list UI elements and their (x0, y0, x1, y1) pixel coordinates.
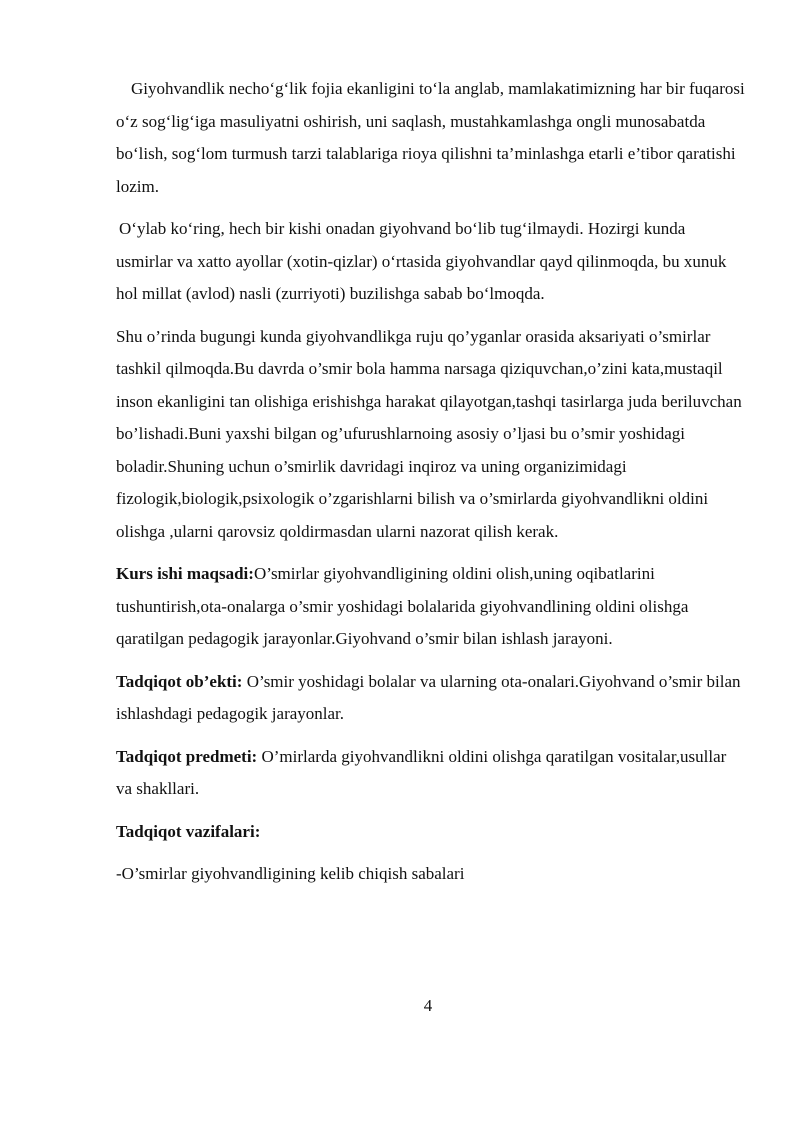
section-subject (116, 741, 746, 806)
section-object-label: Tadqiqot ob’ekti: (116, 671, 243, 691)
paragraph-intro: Giyohvandlik necho‘g‘lik fojia ekanligini to‘la anglab, mamlakatimizning har bir fuqarosi o‘z sog‘lig‘iga masuliyatni oshirish, uni saqlash, mustahkamlashga ongli munosabatda bo‘lish, sog‘lom turmush tarzi talablariga rioya qilishni ta’minlashga etarli e’tibor qaratishi lozim. (116, 79, 745, 196)
section-goal (116, 558, 746, 656)
page-number: 4 (423, 996, 433, 1015)
section-subject-label: Tadqiqot predmeti: (116, 746, 258, 766)
section-tasks-label: Tadqiqot vazifalari: (116, 821, 261, 841)
section-goal-label: Kurs ishi maqsadi: (116, 564, 254, 583)
section-object-text: O’smir yoshidagi bolalar va ularning ota-onalari.Giyohvand o’smir bilan ishlashdagi pedagogik jarayonlar. (116, 671, 741, 723)
section-goal-text: O’smirlar giyohvandligining oldini olish,uning oqibatlarini tushuntirish,ota-onalarga o’smir yoshidagi bolalarida giyohvandlining oldini olishga qaratilgan pedagogik jarayonlar.Giyohvand o’smir bilan ishlash jarayoni. (116, 564, 689, 648)
section-object (116, 666, 746, 731)
paragraph-think: O‘ylab ko‘ring, hech bir kishi onadan giyohvand bo‘lib tug‘ilmaydi. Hozirgi kunda usmirlar va xatto ayollar (xotin-qizlar) o‘rtasida giyohvandlar qayd qilinmoqda, bu xunuk hol millat (avlod) nasli (zurriyoti) buzilishga sabab bo‘lmoqda. (116, 219, 727, 303)
task-item: -O’smirlar giyohvandligining kelib chiqish sabalari (116, 864, 465, 883)
paragraph-teenagers: Shu o’rinda bugungi kunda giyohvandlikga ruju qo’yganlar orasida aksariyati o’smirlar tashkil qilmoqda.Bu davrda o’smir bola hamma narsaga qiziquvchan,o’zini kata,mustaqil inson ekanligini tan olishiga erishishga harakat qilayotgan,tashqi tasirlarga juda beriluvchan bo’lishadi.Buni yaxshi bilgan og’ufurushlarnoing asosiy o’ljasi bu o’smir yoshidagi boladir.Shuning uchun o’smirlik davridagi inqiroz va uning organizimidagi fizologik,biologik,psixologik o’zgarishlarni bilish va o’smirlarda giyohvandlikni oldini olishga ,ularni qarovsiz qoldirmasdan ularni nazorat qilish kerak. (116, 326, 742, 541)
document-page (116, 73, 746, 901)
section-tasks (116, 816, 746, 849)
section-subject-text: O’mirlarda giyohvandlikni oldini olishga qaratilgan vositalar,usullar va shakllari. (116, 746, 727, 798)
